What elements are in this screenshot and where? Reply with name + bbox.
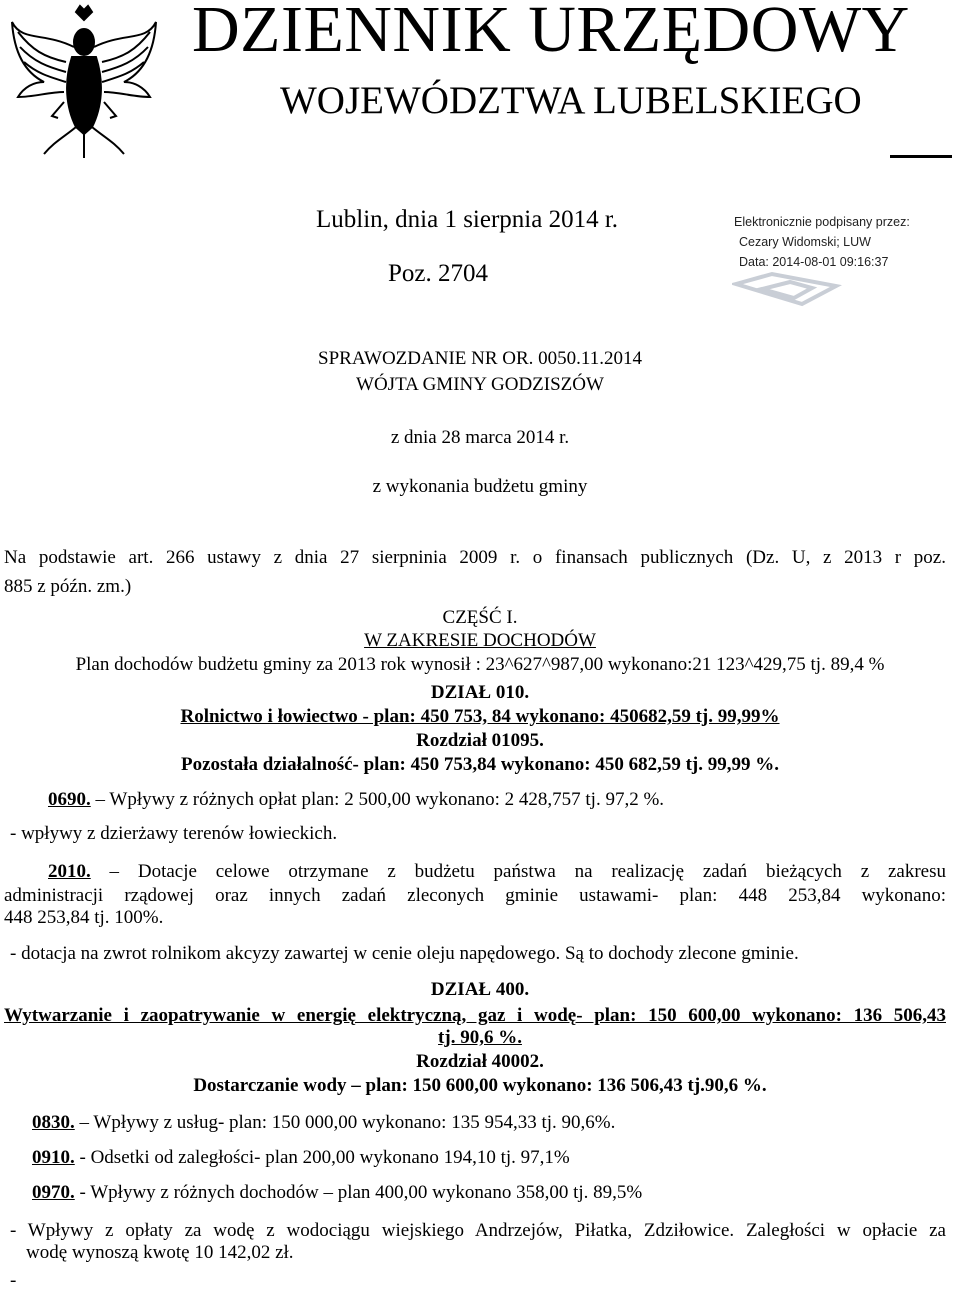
header-rule [890, 155, 952, 158]
item-code: 0690. [48, 789, 91, 810]
item-text: – Dotacje celowe otrzymane z budżetu państwa na realizację zadań bieżących z zakresu [90, 861, 946, 882]
dzial-010-title: Rolnictwo i łowiectwo - plan: 450 753, 84 wykonano: 450682,59 tj. 99,99% [180, 706, 780, 727]
dzial-400-title-line-2: tj. 90,6 %. [438, 1027, 522, 1048]
water-note-line-2: wodę wynoszą kwotę 10 142,02 zł. [26, 1242, 294, 1263]
gazette-title: DZIENNIK URZĘDOWY [192, 0, 910, 66]
report-subject: z wykonania budżetu gminy [372, 476, 588, 497]
revenue-plan: Plan dochodów budżetu gminy za 2013 rok wynosił : 23^627^987,00 wykonano:21 123^429,75 tj. 89,4 % [75, 654, 885, 675]
item-2010-line-2: administracji rządowej oraz innych zadań zleconych gminie ustawami- plan: 448 253,84 wykonano: [4, 885, 946, 906]
intro-line-1: Na podstawie art. 266 ustawy z dnia 27 sierpninia 2009 r. o finansach publicznych (Dz. U, z 2013 r poz. [4, 547, 946, 568]
rozdzial-01095-title: Pozostała działalność- plan: 450 753,84 wykonano: 450 682,59 tj. 99,99 %. [181, 754, 779, 775]
item-code: 2010. [48, 861, 91, 882]
report-issuer: WÓJTA GMINY GODZISZÓW [356, 374, 604, 395]
dzial-010-heading: DZIAŁ 010. [430, 682, 530, 703]
item-code: 0910. [32, 1147, 75, 1168]
item-0690 [48, 789, 664, 811]
item-code: 0970. [32, 1182, 75, 1203]
signature-line-3: Data: 2014-08-01 09:16:37 [739, 255, 889, 269]
water-note-line-1: - Wpływy z opłaty za wodę z wodociągu wiejskiego Andrzejów, Piłatka, Zdziłowice. Zaległości w opłacie za [10, 1220, 946, 1241]
dzial-400-heading: DZIAŁ 400. [430, 979, 530, 1000]
rozdzial-40002-heading: Rozdział 40002. [416, 1051, 544, 1072]
rozdzial-40002-title: Dostarczanie wody – plan: 150 600,00 wykonano: 136 506,43 tj.90,6 %. [193, 1075, 767, 1096]
position-number: Poz. 2704 [388, 260, 488, 287]
item-2010-note: - dotacja na zwrot rolnikom akcyzy zawartej w cenie oleju napędowego. Są to dochody zlecone gminie. [10, 943, 799, 964]
item-text: – Wpływy z usług- plan: 150 000,00 wykonano: 135 954,33 tj. 90,6%. [74, 1112, 616, 1133]
report-title: SPRAWOZDANIE NR OR. 0050.11.2014 [318, 348, 642, 369]
item-0970 [32, 1182, 642, 1204]
signature-line-2: Cezary Widomski; LUW [739, 235, 871, 249]
item-2010-line-3: 448 253,84 tj. 100%. [4, 907, 164, 928]
signature-line-1: Elektronicznie podpisany przez: [734, 215, 910, 229]
part-heading: CZĘŚĆ I. [442, 607, 518, 628]
report-date: z dnia 28 marca 2014 r. [390, 427, 570, 448]
item-0830 [32, 1112, 615, 1134]
dzial-400-title-line-1: Wytwarzanie i zaopatrywanie w energię elektryczną, gaz i wodę- plan: 150 600,00 wykonano: 136 506,43 [4, 1005, 946, 1026]
intro-line-2: 885 z późn. zm.) [4, 576, 132, 597]
part-subheading: W ZAKRESIE DOCHODÓW [364, 630, 596, 651]
eagle-emblem-icon [4, 2, 164, 162]
item-text: – Wpływy z różnych opłat plan: 2 500,00 wykonano: 2 428,757 tj. 97,2 %. [90, 789, 665, 810]
item-0690-note: - wpływy z dzierżawy terenów łowieckich. [10, 823, 338, 844]
signature-logo-icon [732, 270, 842, 308]
item-2010-line-1 [48, 859, 946, 885]
gazette-subtitle: WOJEWÓDZTWA LUBELSKIEGO [280, 79, 862, 122]
rozdzial-01095-heading: Rozdział 01095. [416, 730, 544, 751]
item-text: - Wpływy z różnych dochodów – plan 400,00 wykonano 358,00 tj. 89,5% [74, 1182, 643, 1203]
issue-date: Lublin, dnia 1 sierpnia 2014 r. [316, 206, 619, 233]
trailing-dash: - [10, 1270, 17, 1291]
item-0910 [32, 1147, 570, 1169]
item-text: - Odsetki od zaległości- plan 200,00 wykonano 194,10 tj. 97,1% [74, 1147, 570, 1168]
item-code: 0830. [32, 1112, 75, 1133]
